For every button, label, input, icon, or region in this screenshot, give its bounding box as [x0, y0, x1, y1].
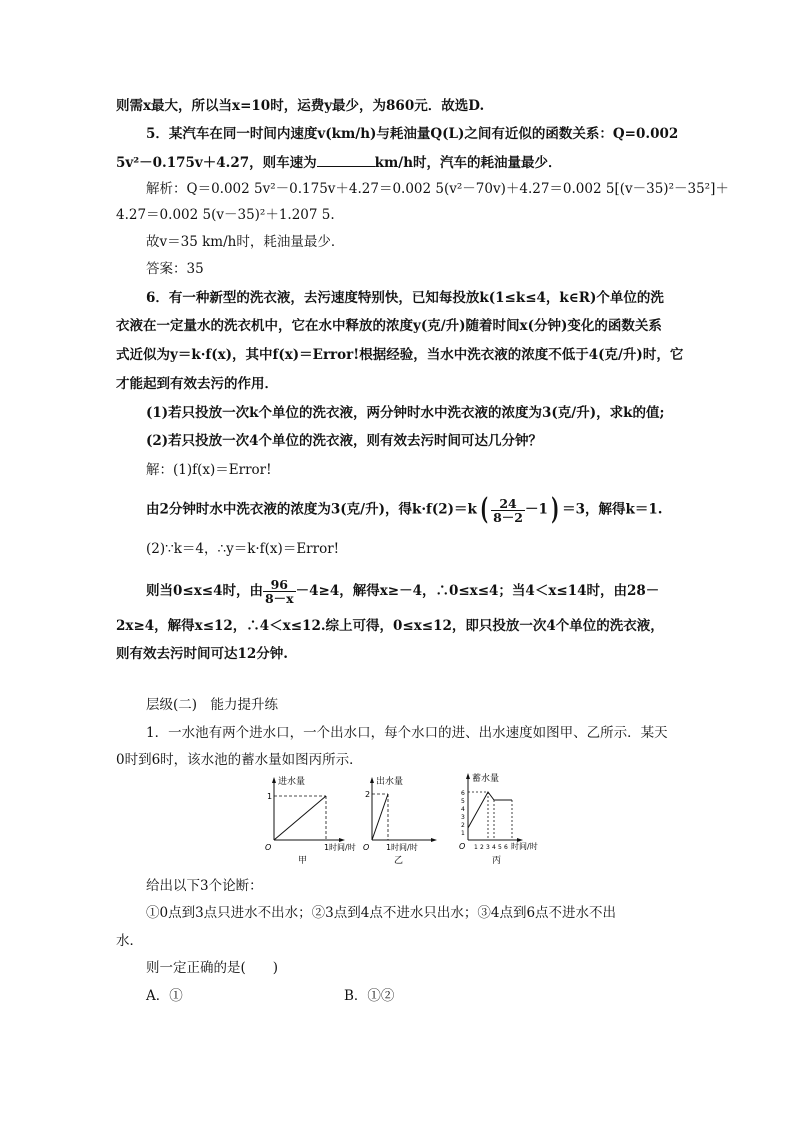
- solution-text-e: －4≥4，解得x≥－4，∴0≤x≤4；当4＜x≤14时，由28－: [295, 583, 660, 599]
- y-axis-label: 出水量: [376, 777, 404, 787]
- question-6-part-2: (2)若只投放一次4个单位的洗衣液，则有效去污时间可达几分钟？: [146, 433, 543, 449]
- y-tick: 6: [461, 790, 465, 797]
- x-tick: 1: [324, 843, 330, 852]
- y-axis-arrow: [272, 777, 276, 783]
- y-tick: 1: [267, 792, 273, 801]
- question-6-line-4: 才能起到有效去污的作用．: [116, 376, 278, 392]
- answer-line: 答案：35: [146, 261, 204, 277]
- y-axis-label: 蓄水量: [472, 774, 500, 784]
- inflow-line: [274, 796, 326, 840]
- option-b: B．①②: [344, 988, 395, 1004]
- x-tick: 2: [480, 844, 484, 851]
- solution-text-b: －1: [524, 501, 548, 518]
- statements-intro: 给出以下3个论断：: [146, 878, 263, 894]
- x-tick: 4: [492, 844, 496, 851]
- question-prompt: 则一定正确的是( ): [146, 960, 279, 976]
- question-5-text-b: km/h时，汽车的耗油量最少．: [374, 155, 562, 171]
- left-paren: (: [480, 492, 488, 527]
- right-paren: ): [551, 492, 559, 527]
- figure-bing: [456, 772, 556, 872]
- caption: 丙: [492, 856, 502, 866]
- y-tick: 5: [461, 798, 465, 805]
- x-axis-arrow: [431, 838, 437, 842]
- origin-label: O: [363, 843, 370, 852]
- x-axis-label: 时间/时: [511, 842, 538, 851]
- y-tick: 3: [461, 814, 465, 821]
- y-tick: 1: [461, 830, 465, 837]
- y-tick: 2: [365, 790, 371, 799]
- outflow-line: [372, 794, 388, 840]
- question-6-part-1: (1)若只投放一次k个单位的洗衣液，两分钟时水中洗衣液的浓度为3(克/升)，求k的值;: [146, 405, 665, 421]
- solution-line-5: 2x≥4，解得x≤12，∴4＜x≤12.综上可得，0≤x≤12，即只投放一次4个单位的洗衣液，: [116, 618, 664, 634]
- statements-line-2: 水．: [116, 933, 143, 949]
- storage-line: [468, 792, 512, 828]
- fraction-numerator: 96: [263, 578, 296, 592]
- fraction-24: [491, 497, 525, 524]
- x-axis-arrow: [339, 838, 345, 842]
- y-tick: 4: [461, 806, 465, 813]
- problem-1-stem: 1．一水池有两个进水口，一个出水口，每个水口的进、出水速度如图甲、乙所示．某天: [146, 725, 668, 741]
- question-6-line-3: 式近似为y＝k·f(x)，其中f(x)＝Error!根据经验，当水中洗衣液的浓度不低于4(克/升)时，它: [116, 347, 684, 363]
- origin-label: O: [265, 843, 272, 852]
- fraction-numerator: 24: [491, 497, 525, 511]
- caption: 甲: [298, 856, 308, 866]
- question-5-stem-cont: [116, 154, 562, 171]
- solution-line-3: (2)∵k＝4，∴y＝k·f(x)＝Error!: [146, 541, 340, 557]
- question-5-stem: 5．某汽车在同一时间内速度v(km/h)与耗油量Q(L)之间有近似的函数关系：Q=0.002: [146, 126, 679, 142]
- figure-jia: [262, 772, 356, 872]
- analysis-line-2: 4.27＝0.002 5(v－35)²＋1.207 5.: [116, 207, 335, 223]
- analysis-conclusion: 故v＝35 km/h时，耗油量最少．: [146, 234, 345, 250]
- fraction-denominator: 8－x: [264, 591, 294, 606]
- figure-yi: [360, 772, 450, 872]
- solution-line-1: 解：(1)f(x)＝Error!: [146, 462, 272, 478]
- solution-text-a: 由2分钟时水中洗衣液的浓度为3(克/升)，得k·f(2)＝k: [146, 501, 477, 518]
- option-a: A．①: [146, 988, 183, 1004]
- x-axis-label: 时间/时: [329, 843, 356, 852]
- question-5-text-a: 5v²－0.175v＋4.27，则车速为: [116, 155, 317, 171]
- caption: 乙: [394, 856, 404, 866]
- x-tick: 1: [474, 844, 478, 851]
- y-tick: 2: [461, 822, 465, 829]
- solution-text-d: 则当0≤x≤4时，由: [146, 583, 263, 599]
- statements-line-1: ①0点到3点只进水不出水；②3点到4点不进水只出水；③4点到6点不进水不出: [146, 905, 617, 921]
- x-tick: 3: [486, 844, 490, 851]
- solution-line-2: [146, 492, 663, 527]
- question-6-stem: 6．有一种新型的洗衣液，去污速度特别快，已知每投放k(1≤k≤4，k∈R)个单位的洗: [146, 290, 664, 306]
- solution-line-6: 则有效去污时间可达12分钟.: [116, 646, 288, 662]
- solution-line-4: [146, 578, 659, 605]
- x-tick: 5: [498, 844, 502, 851]
- x-tick: 1: [386, 843, 392, 852]
- y-axis-label: 进水量: [278, 777, 306, 787]
- y-axis-arrow: [466, 773, 470, 779]
- answer-blank: [317, 154, 375, 167]
- x-axis-label: 时间/时: [391, 843, 418, 852]
- section-heading: 层级(二) 能力提升练: [146, 697, 279, 713]
- y-axis-arrow: [370, 777, 374, 783]
- origin-label: O: [459, 842, 466, 851]
- line-1: 则需x最大，所以当x=10时，运费y最少，为860元．故选D.: [116, 98, 485, 114]
- fraction-denominator: 8－2: [493, 509, 523, 525]
- analysis-line-1: 解析：Q＝0.002 5v²－0.175v＋4.27＝0.002 5(v²－70v)＋4.27＝0.002 5[(v－35)²－35²]＋: [146, 181, 729, 197]
- fraction-96: [263, 578, 296, 605]
- x-tick: 6: [504, 844, 508, 851]
- question-6-line-2: 衣液在一定量水的洗衣机中，它在水中释放的浓度y(克/升)随着时间x(分钟)变化的函数关系: [116, 318, 662, 334]
- problem-1-stem-cont: 0时到6时，该水池的蓄水量如图丙所示．: [116, 752, 363, 768]
- solution-text-c: ＝3，解得k＝1.: [562, 501, 663, 518]
